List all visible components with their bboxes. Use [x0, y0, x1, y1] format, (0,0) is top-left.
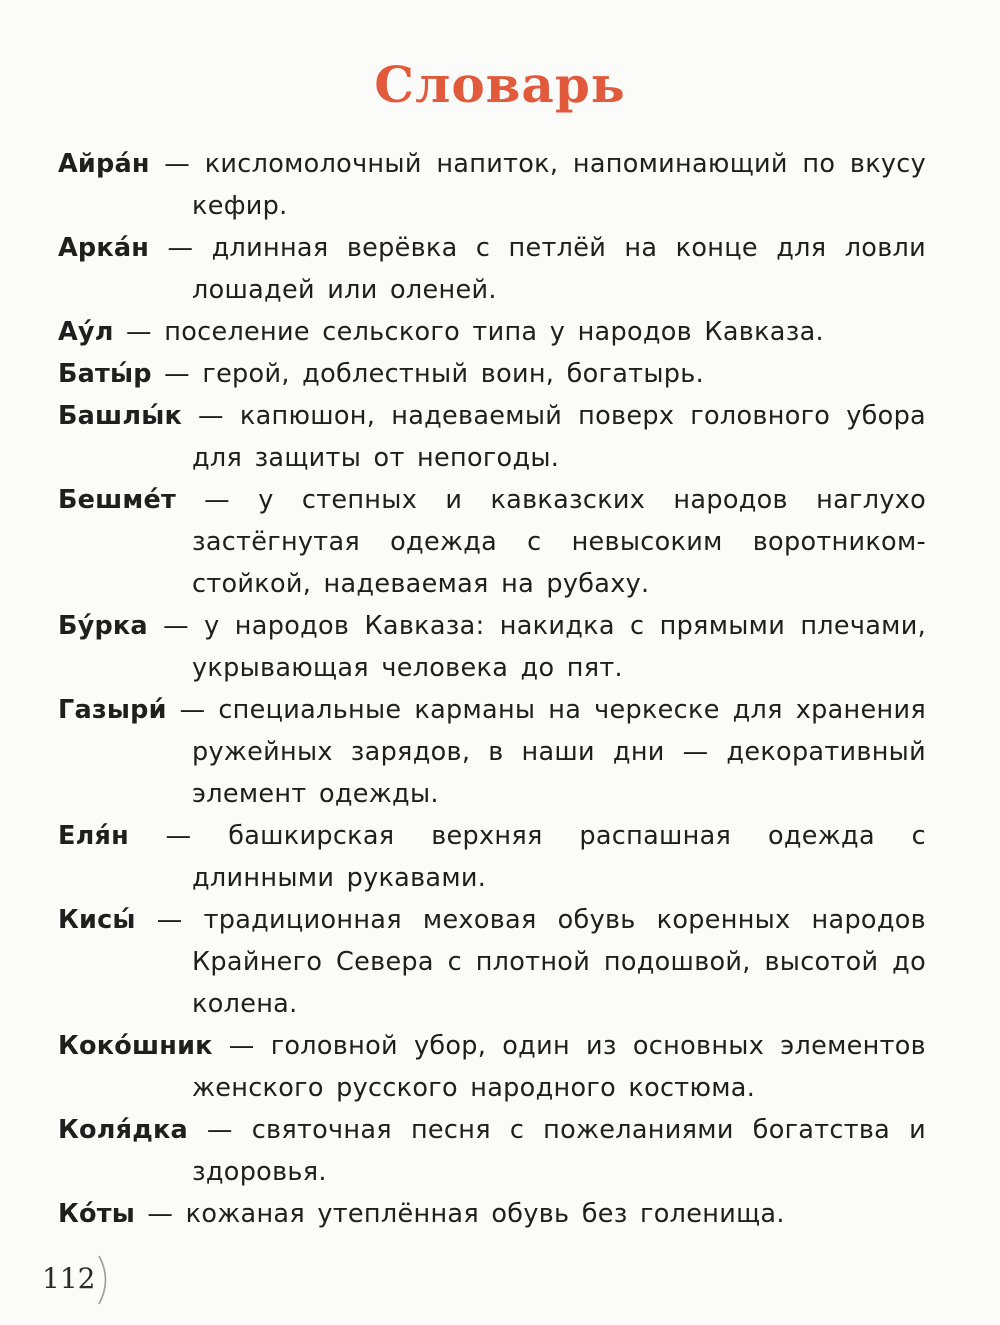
glossary-definition: у народов Кавказа: накидка с прямыми плечами, укрывающая человека до пят. [192, 611, 926, 683]
glossary-definition: святочная песня с пожеланиями богатства и здоровья. [192, 1115, 926, 1187]
glossary-term: Башлы́к [58, 401, 182, 431]
glossary-term: Арка́н [58, 233, 150, 263]
glossary-entry: Баты́р — герой, доблестный воин, богатырь. [58, 359, 704, 389]
glossary-term: Бу́рка [58, 611, 148, 641]
glossary-term: Коля́дка [58, 1115, 188, 1145]
glossary-entry: Газыри́ — специальные карманы на черкеске для хранения ружейных зарядов, в наши дни — декоративный элемент одежды. [58, 695, 926, 809]
glossary-term: Баты́р [58, 359, 152, 389]
glossary-entry: Айра́н — кисломолочный напиток, напоминающий по вкусу кефир. [58, 149, 926, 221]
glossary-entry: Ко́ты — кожаная утеплённая обувь без голенища. [58, 1199, 785, 1229]
glossary-term: Еля́н [58, 821, 129, 851]
glossary-definition: кожаная утеплённая обувь без голенища. [185, 1199, 785, 1229]
glossary-definition: специальные карманы на черкеске для хранения ружейных зарядов, в наши дни — декоративный элемент одежды. [192, 695, 926, 809]
glossary-entry: Бешме́т — у степных и кавказских народов наглухо застёгнутая одежда с невысоким воротником-стойкой, надеваемая на рубаху. [58, 485, 926, 599]
glossary-term: Кисы́ [58, 905, 136, 935]
glossary-entry: Арка́н — длинная верёвка с петлёй на конце для ловли лошадей или оленей. [58, 233, 926, 305]
page-number: 112 [42, 1262, 96, 1295]
glossary-term: Ко́ты [58, 1199, 136, 1229]
glossary-definition: традиционная меховая обувь коренных народов Крайнего Севера с плотной подошвой, высотой до колена. [192, 905, 926, 1019]
glossary-entry: Коля́дка — святочная песня с пожеланиями богатства и здоровья. [58, 1115, 926, 1187]
glossary-term: Ау́л [58, 317, 114, 347]
glossary-term: Бешме́т [58, 485, 176, 515]
glossary-list [58, 143, 926, 1235]
page-number-arc [96, 1252, 114, 1308]
glossary-entry: Ау́л — поселение сельского типа у народов Кавказа. [58, 317, 824, 347]
glossary-entry: Башлы́к — капюшон, надеваемый поверх головного убора для защиты от непогоды. [58, 401, 926, 473]
glossary-definition: герой, доблестный воин, богатырь. [202, 359, 704, 389]
glossary-definition: поселение сельского типа у народов Кавказа. [164, 317, 824, 347]
glossary-definition: кисломолочный напиток, напоминающий по вкусу кефир. [192, 149, 926, 221]
glossary-definition: головной убор, один из основных элементов женского русского народного костюма. [192, 1031, 926, 1103]
glossary-definition: башкирская верхняя распашная одежда с длинными рукавами. [192, 821, 926, 893]
glossary-term: Айра́н [58, 149, 150, 179]
glossary-definition: капюшон, надеваемый поверх головного убора для защиты от непогоды. [192, 401, 926, 473]
glossary-definition: у степных и кавказских народов наглухо застёгнутая одежда с невысоким воротником-стойкой, надеваемая на рубаху. [192, 485, 926, 599]
page-title: Словарь [374, 54, 626, 114]
glossary-entry: Кисы́ — традиционная меховая обувь коренных народов Крайнего Севера с плотной подошвой, высотой до колена. [58, 905, 926, 1019]
glossary-term: Коко́шник [58, 1031, 213, 1061]
glossary-entry: Еля́н — башкирская верхняя распашная одежда с длинными рукавами. [58, 821, 926, 893]
glossary-entry: Бу́рка — у народов Кавказа: накидка с прямыми плечами, укрывающая человека до пят. [58, 611, 926, 683]
glossary-term: Газыри́ [58, 695, 167, 725]
glossary-definition: длинная верёвка с петлёй на конце для ловли лошадей или оленей. [192, 233, 926, 305]
glossary-entry: Коко́шник — головной убор, один из основных элементов женского русского народного костюма. [58, 1031, 926, 1103]
